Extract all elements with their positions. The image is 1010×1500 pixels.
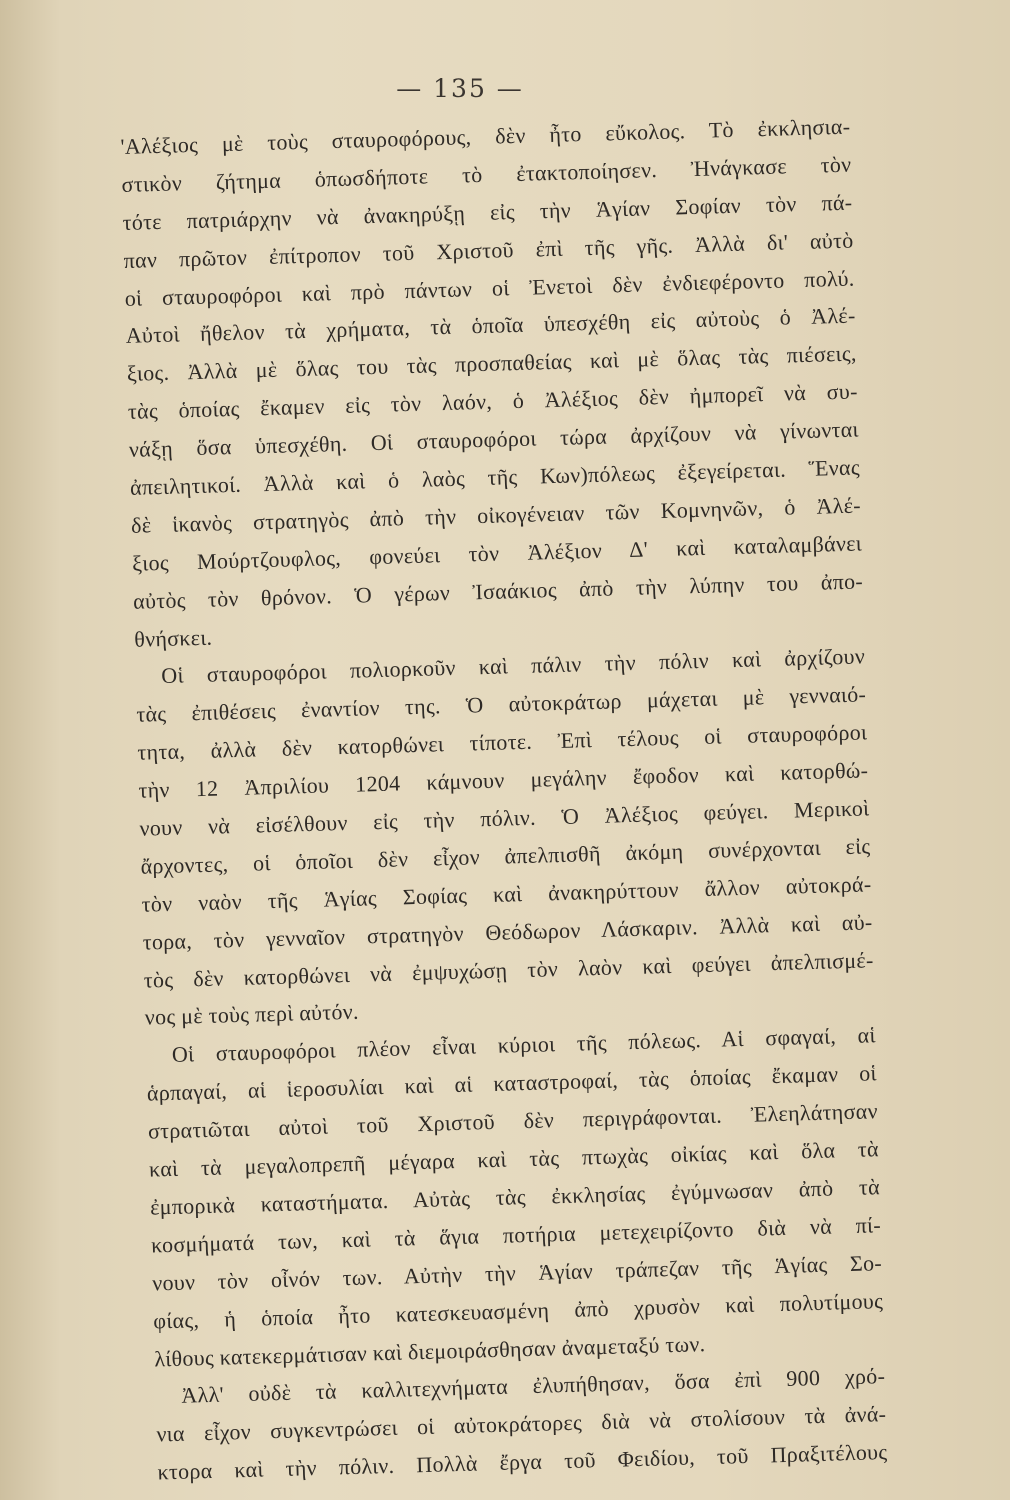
text-line: δὲ ἱκανὸς στρατηγὸς ἀπὸ τὴν οἰκογένειαν τῶν Κομνηνῶν, ὁ Ἀλέ- [130, 492, 862, 538]
text-line: νια εἶχον συγκεντρώσει οἱ αὐτοκράτορες διὰ νὰ στολίσουν τὰ ἀνά- [156, 1401, 887, 1447]
text-line: τὸς δὲν κατορθώνει νὰ ἐμψυχώσῃ τὸν λαὸν καὶ φεύγει ἀπελπισμέ- [143, 946, 874, 993]
text-line: καὶ τὰ μεγαλοπρεπῆ μέγαρα καὶ τὰς πτωχὰς οἰκίας καὶ ὅλα τὰ [148, 1136, 880, 1182]
text-line: ἀπειλητικοί. Ἀλλὰ καὶ ὁ λαὸς τῆς Κων)πόλεως ἐξεγείρεται. Ἕνας [129, 454, 861, 500]
text-line: τὸν ναὸν τῆς Ἁγίας Σοφίας καὶ ἀνακηρύττουν ἄλλον αὐτοκρά- [141, 871, 872, 917]
text-line: στικὸν ζήτημα ὁπωσδήποτε τὸ ἐτακτοποίησεν. Ἠνάγκασε τὸν [121, 151, 852, 197]
text-line: ξιος Μούρτζουφλος, φονεύει τὸν Ἀλέξιον Δ' καὶ καταλαμβάνει [131, 530, 863, 576]
text-line: κοσμήματά των, καὶ τὰ ἅγια ποτήρια μετεχειρίζοντο διὰ νὰ πί- [150, 1212, 882, 1258]
text-line: λίθους κατεκερμάτισαν καὶ διεμοιράσθησαν ἀναμεταξύ των. [154, 1330, 706, 1372]
text-line: τότε πατριάρχην νὰ ἀνακηρύξῃ εἰς τὴν Ἁγίαν Σοφίαν τὸν πά- [122, 189, 853, 235]
text-line: ἐμπορικὰ καταστήματα. Αὐτὰς τὰς ἐκκλησίας ἐγύμνωσαν ἀπὸ τὰ [149, 1174, 881, 1220]
text-line: ἁρπαγαί, αἱ ἱεροσυλίαι καὶ αἱ καταστροφαί, τὰς ὁποίας ἔκαμαν οἱ [146, 1060, 878, 1106]
text-line: νουν τὸν οἶνόν των. Αὐτὴν τὴν Ἁγίαν τράπεζαν τῆς Ἁγίας Σο- [151, 1249, 883, 1296]
text-line: ξιος. Ἀλλὰ μὲ ὅλας του τὰς προσπαθείας καὶ μὲ ὅλας τὰς πιέσεις, [126, 340, 857, 387]
text-line: 'Αλέξιος μὲ τοὺς σταυροφόρους, δὲν ἦτο εὔκολος. Τὸ ἐκκλησια- [120, 113, 851, 159]
text-line: νος μὲ τοὺς περὶ αὐτόν. [144, 999, 360, 1031]
page-number: — 135 — [396, 74, 524, 103]
text-line: φίας, ἡ ὁποία ἦτο κατεσκευασμένη ἀπὸ χρυσὸν καὶ πολυτίμους [152, 1287, 884, 1334]
text-line: Οἱ σταυροφόροι πλέον εἶναι κύριοι τῆς πόλεως. Αἱ σφαγαί, αἱ [171, 1022, 876, 1068]
text-line: τὰς ἐπιθέσεις ἐναντίον της. Ὁ αὐτοκράτωρ μάχεται μὲ γενναιό- [136, 681, 867, 728]
body-text [120, 108, 888, 1492]
text-line: νάξῃ ὅσα ὑπεσχέθη. Οἱ σταυροφόροι τώρα ἀρχίζουν νὰ γίνωνται [128, 416, 860, 462]
text-line: νουν νὰ εἰσέλθουν εἰς τὴν πόλιν. Ὁ Ἀλέξιος φεύγει. Μερικοὶ [139, 795, 870, 841]
text-line: θνήσκει. [133, 624, 213, 652]
text-line: τὰς ὁποίας ἔκαμεν εἰς τὸν λαόν, ὁ Ἀλέξιος δὲν ἠμπορεῖ νὰ συ- [127, 378, 858, 425]
text-line: ἄρχοντες, οἱ ὁποῖοι δὲν εἶχον ἀπελπισθῆ ἀκόμη συνέρχονται εἰς [140, 833, 871, 879]
text-line: οἱ σταυροφόροι καὶ πρὸ πάντων οἱ Ἐνετοὶ δὲν ἐνδιεφέροντο πολύ. [124, 265, 855, 311]
text-line: τητα, ἀλλὰ δὲν κατορθώνει τίποτε. Ἐπὶ τέλους οἱ σταυροφόροι [137, 719, 868, 766]
text-line: κτορα καὶ τὴν πόλιν. Πολλὰ ἔργα τοῦ Φειδίου, τοῦ Πραξιτέλους [157, 1439, 888, 1485]
text-line: στρατιῶται αὐτοὶ τοῦ Χριστοῦ δὲν περιγράφονται. Ἐλεηλάτησαν [147, 1098, 879, 1144]
text-line: τὴν 12 Ἀπριλίου 1204 κάμνουν μεγάλην ἔφοδον καὶ κατορθώ- [138, 757, 869, 803]
text-line: Αὐτοὶ ἤθελον τὰ χρήματα, τὰ ὁποῖα ὑπεσχέθη εἰς αὐτοὺς ὁ Ἀλέ- [125, 302, 856, 349]
text-line: αὐτὸς τὸν θρόνον. Ὁ γέρων Ἰσαάκιος ἀπὸ τὴν λύπην του ἀπο- [132, 568, 864, 614]
text-line: Οἱ σταυροφόροι πολιορκοῦν καὶ πάλιν τὴν πόλιν καὶ ἀρχίζουν [160, 643, 866, 689]
text-line: παν πρῶτον ἐπίτροπον τοῦ Χριστοῦ ἐπὶ τῆς γῆς. Ἀλλὰ δι' αὐτὸ [123, 227, 854, 273]
text-line: τορα, τὸν γενναῖον στρατηγὸν Θεόδωρον Λάσκαριν. Ἀλλὰ καὶ αὐ- [142, 909, 873, 955]
text-line: Ἀλλ' οὐδὲ τὰ καλλιτεχνήματα ἐλυπήθησαν, ὅσα ἐπὶ 900 χρό- [181, 1363, 886, 1409]
